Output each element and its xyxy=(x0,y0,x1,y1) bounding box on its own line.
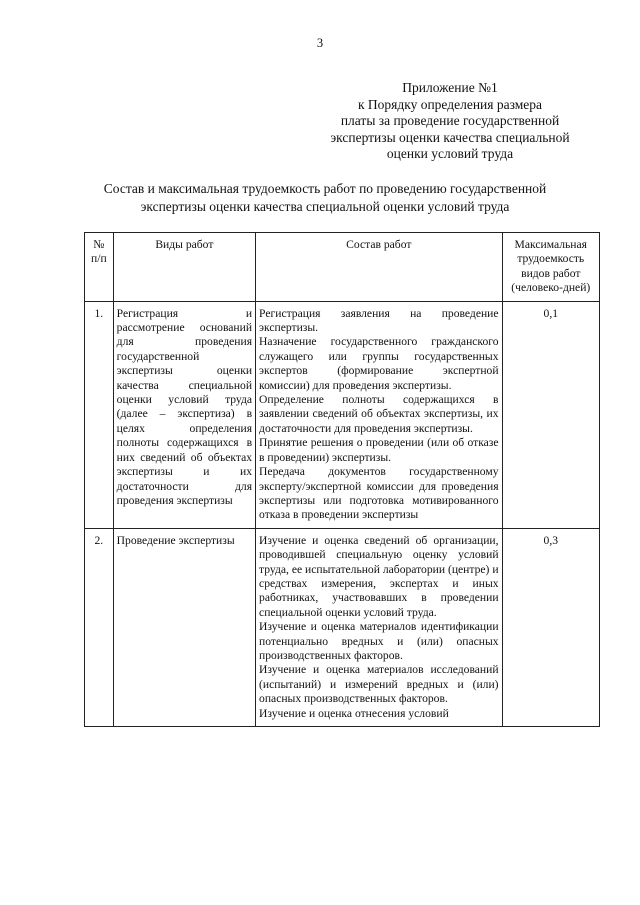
composition-item: Изучение и оценка сведений об организации, проводившей специальную оценку условий труда, ее испытательной лаборатории (центре) и средствах измерения, экспертах и иных работниках, участвовавших в проведении специальной оценки условий труда. xyxy=(259,533,499,619)
header-type: Виды работ xyxy=(113,233,255,302)
annex-line: к Порядку определения размера xyxy=(357,96,543,112)
annex-line: экспертизы оценки качества специальной xyxy=(330,129,570,145)
composition-item: Изучение и оценка отнесения условий xyxy=(259,706,449,720)
table-row xyxy=(85,301,600,528)
row-type: Регистрация и рассмотрение оснований для проведения государственной экспертизы оценки качества специальной оценки условий труда (далее – экспертиза) в целях определения полноты содержащихся в них сведений об объектах экспертизы и их достаточности для проведения экспертизы xyxy=(113,301,255,528)
header-num: № п/п xyxy=(85,233,114,302)
document-title xyxy=(60,180,590,215)
row-type: Проведение экспертизы xyxy=(113,528,255,726)
header-composition: Состав работ xyxy=(256,233,502,302)
annex-line: Приложение №1 xyxy=(402,80,498,95)
table-header-row xyxy=(85,233,600,302)
row-num: 2. xyxy=(85,528,114,726)
annex-header xyxy=(300,80,600,163)
row-composition xyxy=(256,528,502,726)
composition-item: Регистрация заявления на проведение экспертизы. xyxy=(259,306,499,335)
annex-line: платы за проведение государственной xyxy=(340,113,560,128)
row-num: 1. xyxy=(85,301,114,528)
composition-item: Передача документов государственному эксперту/экспертной комиссии для проведения экспертизы или подготовка мотивированного отказа в проведении экспертизы xyxy=(259,465,499,522)
composition-item: Принятие решения о проведении (или об отказе в проведении) экспертизы. xyxy=(259,436,499,464)
header-max: Максимальная трудоемкость видов работ (человеко-дней) xyxy=(502,233,599,302)
composition-item: Изучение и оценка материалов идентификации потенциально вредных и (или) опасных производственных факторов. xyxy=(259,620,499,662)
composition-item: Изучение и оценка материалов исследований (испытаний) и измерений вредных и (или) опасных производственных факторов. xyxy=(259,663,499,706)
row-max: 0,1 xyxy=(502,301,599,528)
title-line: Состав и максимальная трудоемкость работ по проведению государственной xyxy=(103,181,547,196)
page-number: 3 xyxy=(316,36,324,50)
annex-line: оценки условий труда xyxy=(386,146,514,161)
composition-item: Назначение государственного гражданского служащего или группы государственных экспертов (формирование экспертной комиссии) для проведения экспертизы. xyxy=(259,335,499,392)
composition-item: Определение полноты содержащихся в заявлении сведений об объектах экспертизы, их достаточности для проведения экспертизы. xyxy=(259,393,499,435)
title-line: экспертизы оценки качества специальной оценки условий труда xyxy=(140,198,510,214)
works-table xyxy=(84,232,600,727)
row-composition xyxy=(256,301,502,528)
table-row xyxy=(85,528,600,726)
row-max: 0,3 xyxy=(502,528,599,726)
